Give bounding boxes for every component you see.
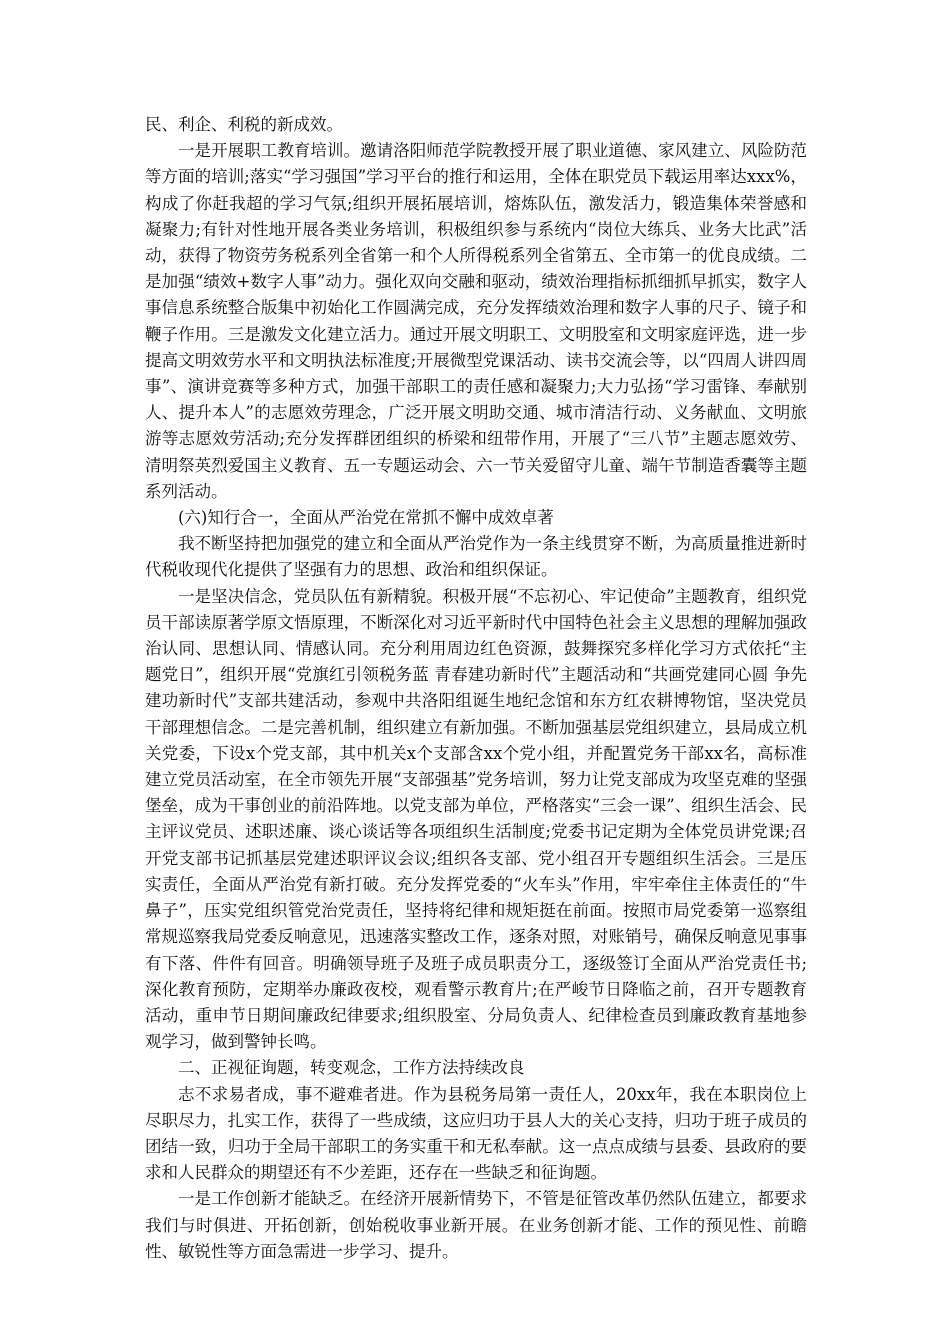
paragraph-innovation-gap: 一是工作创新才能缺乏。在经济开展新情势下，不管是征管改革仍然队伍建立，都要求我们与时俱进、开拓创新，创始税收事业新开展。在业务创新才能、工作的预见性、前瞻性、敏锐性等方面急需进一步学习、提升。	[145, 1189, 807, 1261]
paragraph-party-intro: 我不断坚持把加强党的建立和全面从严治党作为一条主线贯穿不断，为高质量推进新时代税收现代化提供了坚强有力的思想、政治和组织保证。	[145, 534, 807, 580]
paragraph-training: 一是开展职工教育培训。邀请洛阳师范学院教授开展了职业道德、家风建立、风险防范等方面的培训;落实“学习强国”学习平台的推行和运用，全体在职党员下载运用率达xxx%，构成了你赶我超的学习气氛;组织开展拓展培训，熔炼队伍，激发活力，锻造集体荣誉感和凝聚力;有针对性地开展各类业务培训，积极组织参与系统内“岗位大练兵、业务大比武”活动，获得了物资劳务税系列全省第一和个人所得税系列全省第五、全市第一的优良成绩。二是加强“绩效+数字人事”动力。强化双向交融和驱动，绩效治理指标抓细抓早抓实，数字人事信息系统整合版集中初始化工作圆满完成，充分发挥绩效治理和数字人事的尺子、镜子和鞭子作用。三是激发文化建立活力。通过开展文明职工、文明股室和文明家庭评选，进一步提高文明效劳水平和文明执法标准度;开展微型党课活动、读书交流会等，以“四周人讲四周事”、演讲竞赛等多种方式，加强干部职工的责任感和凝聚力;大力弘扬“学习雷锋、奉献别人、提升本人”的志愿效劳理念，广泛开展文明助交通、城市清洁行动、义务献血、文明旅游等志愿效劳活动;充分发挥群团组织的桥梁和纽带作用，开展了“三八节”主题志愿效劳、清明祭英烈爱国主义教育、五一专题运动会、六一节关爱留守儿童、端午节制造香囊等主题系列活动。	[145, 141, 807, 501]
document-page	[145, 112, 807, 1265]
paragraph-party-details: 一是坚决信念，党员队伍有新精貌。积极开展“不忘初心、牢记使命”主题教育，组织党员干部读原著学原文悟原理，不断深化对习近平新时代中国特色社会主义思想的理解加强政治认同、思想认同、情感认同。充分利用周边红色资源，鼓舞探究多样化学习方式依托“主题党日”，组织开展“党旗红引领税务蓝 青春建功新时代”主题活动和“共画党建同心圆 争先建功新时代”支部共建活动，参观中共洛阳组诞生地纪念馆和东方红农耕博物馆，坚决党员干部理想信念。二是完善机制，组织建立有新加强。不断加强基层党组织建立，县局成立机关党委，下设x个党支部，其中机关x个支部含xx个党小组，并配置党务干部xx名，高标准建立党员活动室，在全市领先开展“支部强基”党务培训，努力让党支部成为攻坚克难的坚强堡垒，成为干事创业的前沿阵地。以党支部为单位，严格落实“三会一课”、组织生活会、民主评议党员、述职述廉、谈心谈话等各项组织生活制度;党委书记定期为全体党员讲党课;召开党支部书记抓基层党建述职评议会议;组织各支部、党小组召开专题组织生活会。三是压实责任，全面从严治党有新打破。充分发挥党委的“火车头”作用，牢牢牵住主体责任的“牛鼻子”，压实党组织管党治党责任，坚持将纪律和规矩挺在前面。按照市局党委第一巡察组常规巡察我局党委反响意见，迅速落实整改工作，逐条对照，对账销号，确保反响意见事事有下落、件件有回音。明确领导班子及班子成员职责分工，逐级签订全面从严治党责任书;深化教育预防，定期举办廉政夜校，观看警示教育片;在严峻节日降临之前，召开专题教育活动，重申节日期间廉政纪律要求;组织股室、分局负责人、纪律检查员到廉政教育基地参观学习，做到警钟长鸣。	[145, 586, 807, 1052]
section-heading-six: (六)知行合一，全面从严治党在常抓不懈中成效卓著	[178, 508, 554, 528]
paragraph-continuation: 民、利企、利税的新成效。	[145, 115, 343, 134]
section-heading-two: 二、正视征询题，转变观念，工作方法持续改良	[178, 1058, 525, 1078]
paragraph-self-review: 志不求易者成，事不避难者进。作为县税务局第一责任人，20xx年，我在本职岗位上尽职尽力，扎实工作，获得了一些成绩，这应归功于县人大的关心支持，归功于班子成员的团结一致，归功于全局干部职工的务实重干和无私奉献。这一点点成绩与县委、县政府的要求和人民群众的期望还有不少差距，还存在一些缺乏和征询题。	[145, 1084, 807, 1183]
